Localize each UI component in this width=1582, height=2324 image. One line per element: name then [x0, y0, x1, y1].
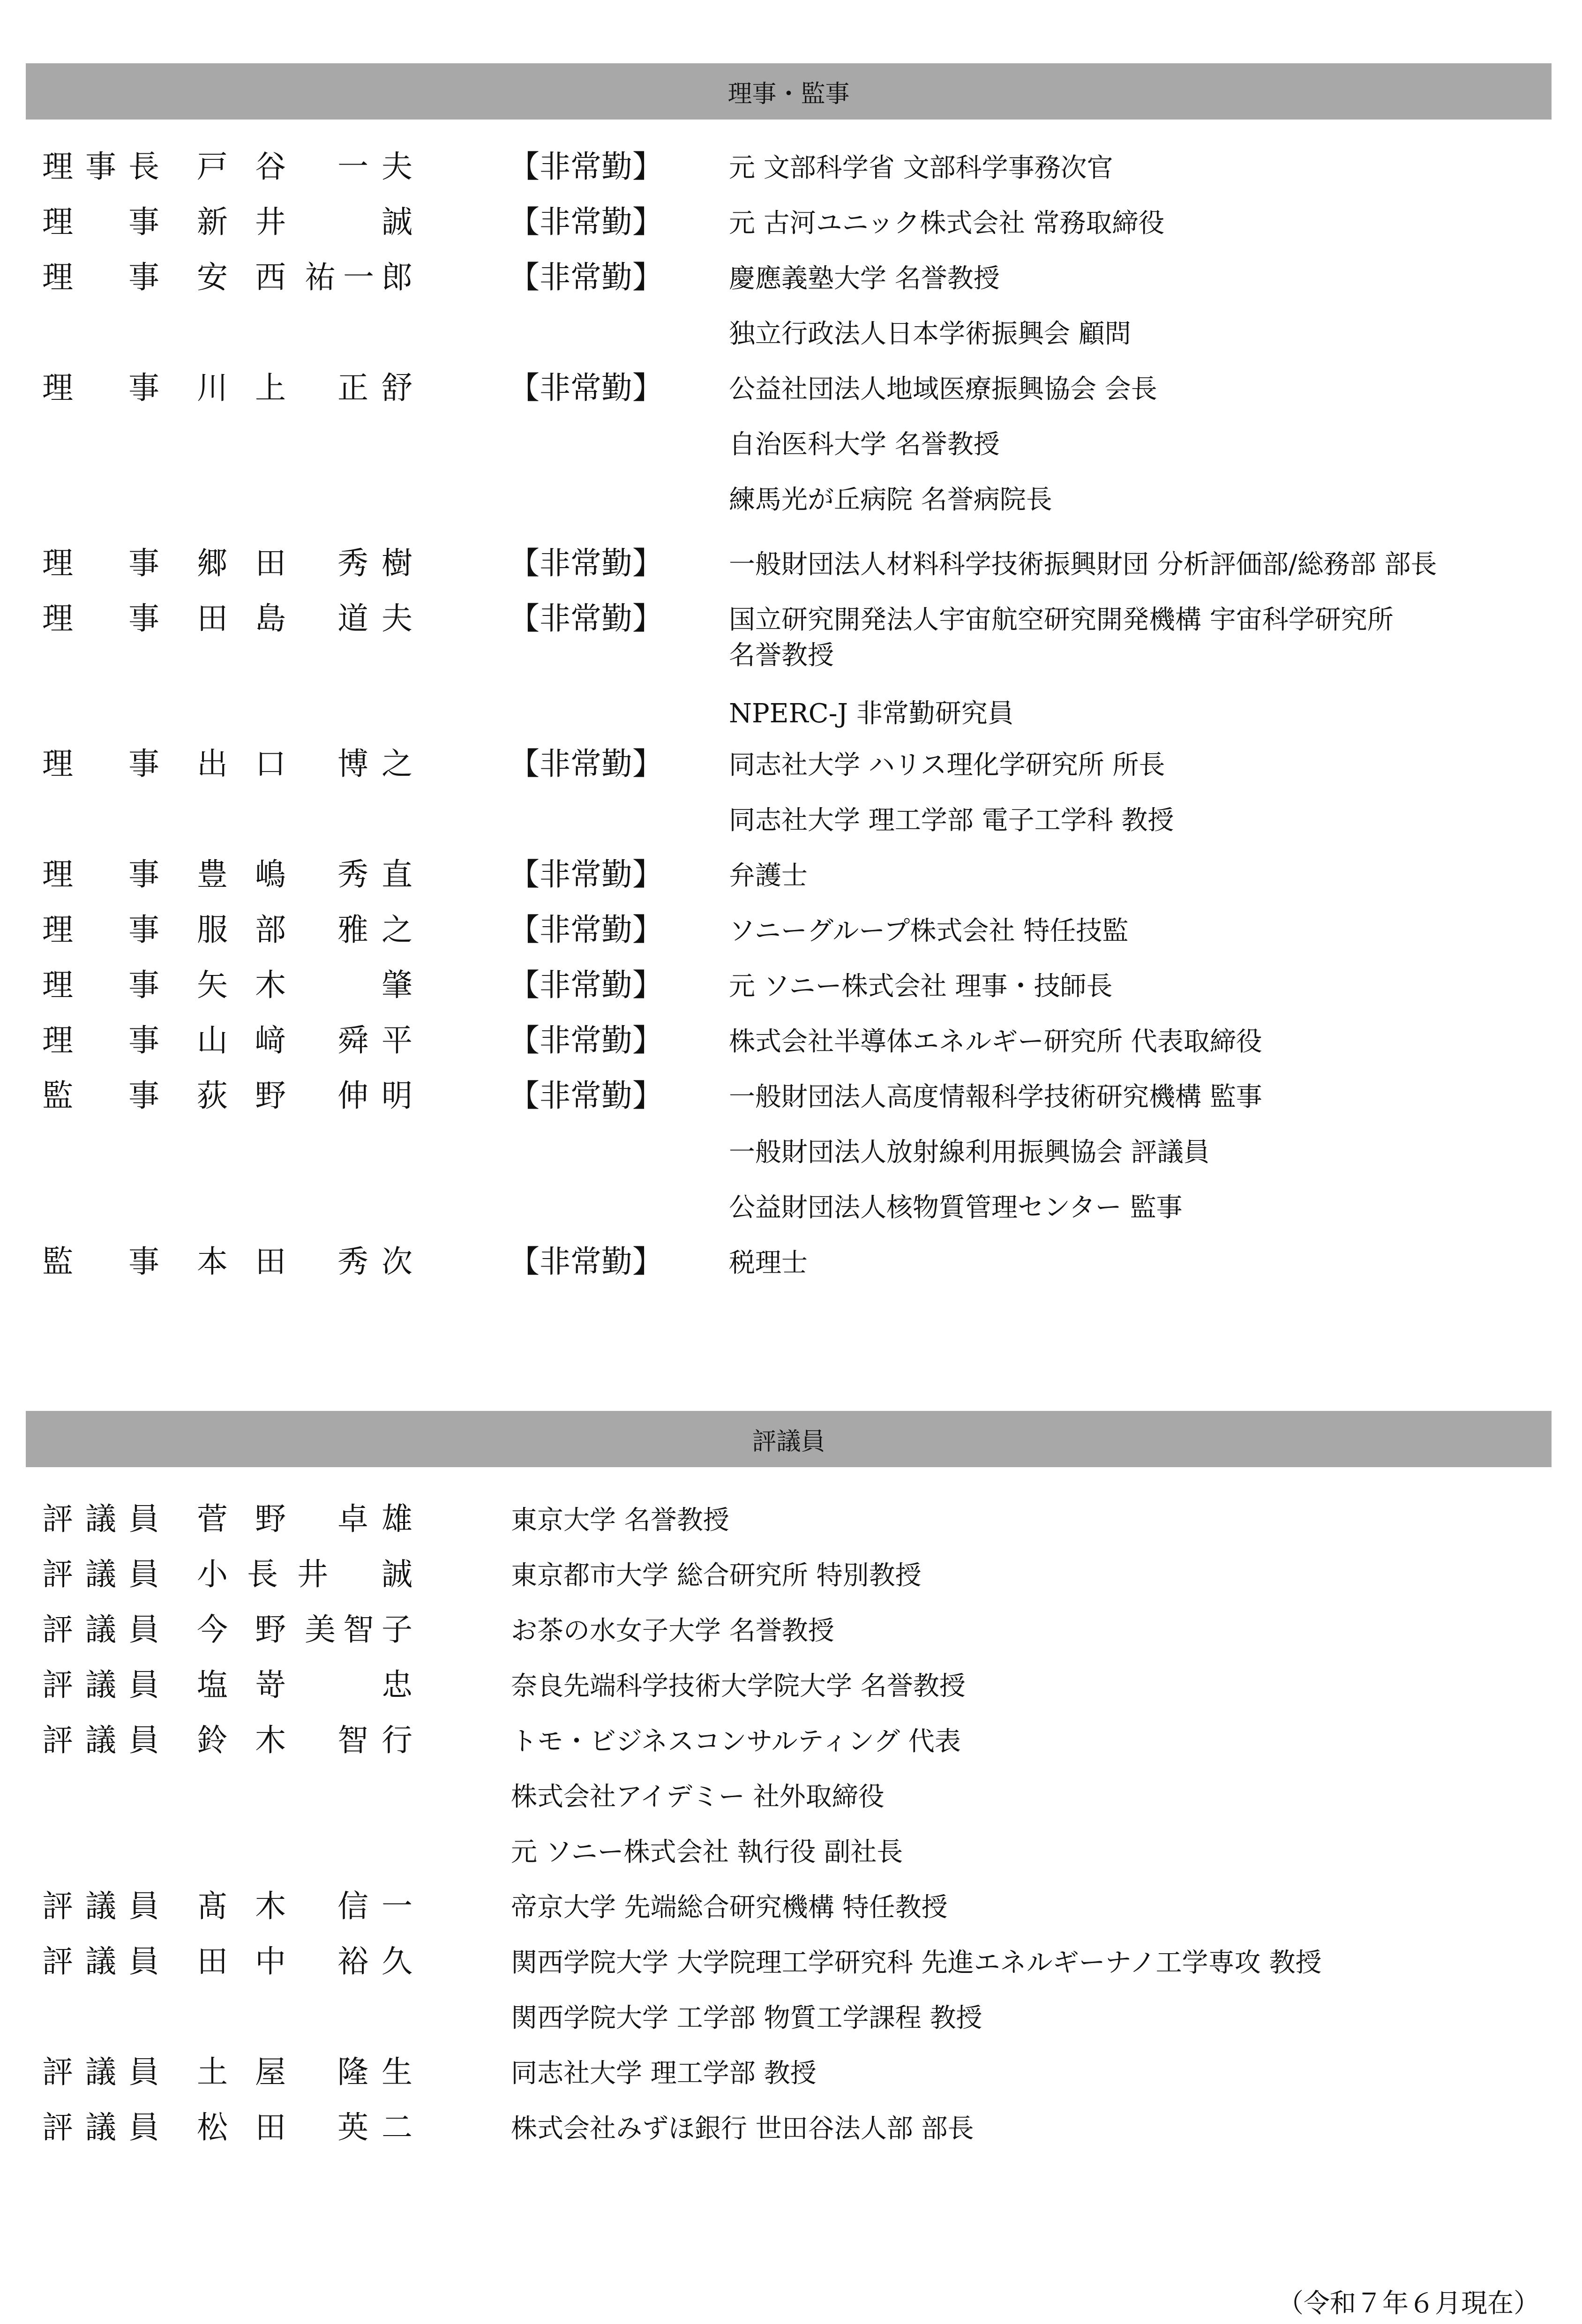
surname — [197, 205, 286, 240]
surname-char: 荻 — [197, 1078, 228, 1114]
role-char: 事 — [128, 1244, 159, 1280]
role-char: 事 — [128, 1022, 159, 1058]
role-char: 監 — [42, 1078, 73, 1114]
given-name — [337, 2055, 412, 2090]
surname-char: 松 — [197, 2109, 228, 2145]
given-char: 忠 — [382, 1667, 412, 1703]
given-char: 郎 — [382, 259, 412, 295]
given-char: 之 — [382, 912, 412, 948]
surname-char: 髙 — [197, 1888, 228, 1924]
role-char: 長 — [128, 149, 159, 185]
role-label — [42, 1024, 159, 1058]
section-header: 評議員 — [26, 1411, 1552, 1467]
surname-char: 戸 — [197, 149, 228, 185]
affiliation-line: 慶應義塾大学 名誉教授 — [729, 263, 1000, 294]
surname — [197, 1724, 286, 1758]
employment-status: 【非常勤】 — [509, 1244, 663, 1280]
given-char: 子 — [382, 1612, 412, 1648]
role-char: 事 — [128, 1078, 159, 1114]
surname — [197, 1024, 286, 1058]
surname-char: 谷 — [255, 149, 286, 185]
employment-status: 【非常勤】 — [509, 746, 663, 782]
role-label — [42, 747, 159, 781]
surname-char: 木 — [255, 967, 286, 1003]
role-char: 理 — [42, 746, 73, 782]
affiliation-line: 元 ソニー株式会社 理事・技師長 — [729, 971, 1113, 1002]
role-char: 事 — [128, 259, 159, 295]
given-char: 樹 — [382, 545, 412, 581]
as-of-date: （令和７年６月現在） — [1277, 2288, 1540, 2319]
role-label — [42, 1079, 159, 1113]
given-char: 雄 — [382, 1501, 412, 1537]
surname-char: 中 — [255, 1943, 286, 1979]
given-char: 裕 — [337, 1943, 368, 1979]
role-char: 員 — [128, 1667, 159, 1703]
role-label — [42, 1502, 159, 1537]
affiliation-line: 株式会社みずほ銀行 世田谷法人部 部長 — [511, 2114, 974, 2144]
surname-char: 井 — [255, 204, 286, 240]
affiliation-line: 同志社大学 ハリス理化学研究所 所長 — [729, 750, 1165, 780]
role-label — [42, 1668, 159, 1702]
given-name — [337, 1024, 412, 1058]
surname-char: 新 — [197, 204, 228, 240]
surname — [197, 1668, 286, 1702]
role-char: 評 — [42, 1722, 73, 1758]
affiliation-line: 一般財団法人放射線利用振興協会 評議員 — [729, 1137, 1210, 1168]
given-char: 二 — [382, 2109, 412, 2145]
role-label — [42, 547, 159, 581]
role-char: 評 — [42, 1556, 73, 1592]
role-char: 員 — [128, 1612, 159, 1648]
employment-status: 【非常勤】 — [509, 545, 663, 581]
surname — [197, 858, 286, 892]
role-char: 事 — [128, 912, 159, 948]
given-char: 之 — [382, 746, 412, 782]
role-char: 員 — [128, 1888, 159, 1924]
given-char: 生 — [382, 2054, 412, 2090]
role-label — [42, 1889, 159, 1924]
role-label — [42, 205, 159, 240]
surname-char: 田 — [197, 600, 228, 637]
surname-char: 山 — [197, 1022, 228, 1058]
role-char: 評 — [42, 1667, 73, 1703]
role-char: 議 — [85, 2109, 116, 2145]
role-char: 理 — [42, 912, 73, 948]
role-label — [42, 1945, 159, 1979]
surname-char: 屋 — [255, 2054, 286, 2090]
role-char: 事 — [128, 600, 159, 637]
surname-char: 服 — [197, 912, 228, 948]
affiliation-line: 関西学院大学 工学部 物質工学課程 教授 — [511, 2003, 982, 2033]
surname-char: 塩 — [197, 1667, 228, 1703]
employment-status: 【非常勤】 — [509, 149, 663, 185]
role-char: 議 — [85, 1667, 116, 1703]
given-char: 隆 — [337, 2054, 368, 2090]
role-char: 事 — [128, 545, 159, 581]
surname-char: 長 — [247, 1556, 278, 1592]
given-char: 秀 — [337, 545, 368, 581]
affiliation-line: 税理士 — [729, 1248, 808, 1278]
given-char: 雅 — [337, 912, 368, 948]
surname — [197, 150, 286, 184]
role-char: 議 — [85, 1556, 116, 1592]
surname-char: 島 — [255, 600, 286, 637]
surname — [197, 1079, 286, 1113]
role-char: 議 — [85, 1612, 116, 1648]
employment-status: 【非常勤】 — [509, 912, 663, 948]
role-char: 評 — [42, 1501, 73, 1537]
affiliation-line: 株式会社アイデミー 社外取締役 — [511, 1782, 885, 1812]
surname-char: 口 — [255, 746, 286, 782]
role-char: 議 — [85, 2054, 116, 2090]
given-char: 秀 — [337, 856, 368, 892]
role-char: 事 — [128, 856, 159, 892]
role-char: 員 — [128, 2054, 159, 2090]
given-name — [305, 205, 412, 240]
surname-char: 本 — [197, 1244, 228, 1280]
given-name — [337, 2111, 412, 2145]
given-name — [305, 1613, 412, 1647]
surname-char: 嵜 — [255, 1667, 286, 1703]
given-name — [337, 858, 412, 892]
given-char: 一 — [382, 1888, 412, 1924]
surname-char: 小 — [197, 1556, 228, 1592]
surname-char: 安 — [197, 259, 228, 295]
affiliation-line: 同志社大学 理工学部 教授 — [511, 2058, 817, 2089]
role-char: 理 — [42, 259, 73, 295]
given-char: 舒 — [382, 370, 412, 406]
given-char: 一 — [343, 259, 374, 295]
surname-char: 上 — [255, 370, 286, 406]
role-char: 評 — [42, 2109, 73, 2145]
employment-status: 【非常勤】 — [509, 967, 663, 1003]
role-char: 事 — [128, 204, 159, 240]
surname-char: 矢 — [197, 967, 228, 1003]
affiliation-line: 東京大学 名誉教授 — [511, 1505, 729, 1536]
surname — [197, 371, 286, 405]
given-char: 夫 — [382, 600, 412, 637]
given-char: 智 — [337, 1722, 368, 1758]
surname-char: 田 — [197, 1943, 228, 1979]
given-char: 正 — [337, 370, 368, 406]
role-char: 評 — [42, 1888, 73, 1924]
affiliation-line: 元 文部科学省 文部科学事務次官 — [729, 153, 1113, 183]
surname-char: 野 — [255, 1501, 286, 1537]
role-char: 議 — [85, 1943, 116, 1979]
role-char: 事 — [128, 746, 159, 782]
given-char: 明 — [382, 1078, 412, 1114]
role-char: 議 — [85, 1722, 116, 1758]
role-char: 理 — [42, 967, 73, 1003]
role-char: 事 — [85, 149, 116, 185]
affiliation-line: 独立行政法人日本学術振興会 顧問 — [729, 319, 1131, 349]
surname — [197, 2055, 286, 2090]
surname-char: 菅 — [197, 1501, 228, 1537]
surname — [197, 968, 286, 1003]
affiliation-line: お茶の水女子大学 名誉教授 — [511, 1616, 834, 1646]
employment-status: 【非常勤】 — [509, 856, 663, 892]
given-char: 祐 — [305, 259, 336, 295]
surname — [197, 747, 286, 781]
role-char: 員 — [128, 2109, 159, 2145]
affiliation-line: 一般財団法人高度情報科学技術研究機構 監事 — [729, 1082, 1262, 1112]
surname — [197, 602, 286, 636]
affiliation-line: 名誉教授 — [729, 640, 834, 671]
given-name — [337, 747, 412, 781]
employment-status: 【非常勤】 — [509, 204, 663, 240]
given-name — [337, 547, 412, 581]
role-label — [42, 371, 159, 405]
given-char: 行 — [382, 1722, 412, 1758]
given-name — [337, 913, 412, 947]
role-label — [42, 1558, 159, 1592]
role-char: 理 — [42, 545, 73, 581]
affiliation-line: ソニーグループ株式会社 特任技監 — [729, 916, 1129, 946]
surname — [197, 1889, 286, 1924]
role-char: 理 — [42, 600, 73, 637]
role-label — [42, 858, 159, 892]
affiliation-line: NPERC-J 非常勤研究員 — [729, 698, 1014, 729]
affiliation-line: 元 ソニー株式会社 執行役 副社長 — [511, 1837, 903, 1867]
role-char: 議 — [85, 1888, 116, 1924]
given-char: 伸 — [337, 1078, 368, 1114]
role-char: 員 — [128, 1722, 159, 1758]
given-name — [337, 1889, 412, 1924]
role-char: 事 — [128, 370, 159, 406]
role-char: 理 — [42, 1022, 73, 1058]
surname — [197, 1613, 286, 1647]
given-name — [305, 261, 412, 295]
role-char: 員 — [128, 1943, 159, 1979]
given-name — [337, 602, 412, 636]
role-label — [42, 2111, 159, 2145]
employment-status: 【非常勤】 — [509, 1078, 663, 1114]
role-char: 評 — [42, 1612, 73, 1648]
surname — [197, 2111, 286, 2145]
affiliation-line: 株式会社半導体エネルギー研究所 代表取締役 — [729, 1027, 1262, 1057]
given-name — [337, 150, 412, 184]
surname — [197, 913, 286, 947]
surname-char: 今 — [197, 1612, 228, 1648]
given-char: 直 — [382, 856, 412, 892]
role-char: 員 — [128, 1556, 159, 1592]
given-name — [337, 1245, 412, 1279]
role-char: 理 — [42, 370, 73, 406]
surname-char: 土 — [197, 2054, 228, 2090]
role-char: 理 — [42, 149, 73, 185]
role-char: 議 — [85, 1501, 116, 1537]
given-char: 博 — [337, 746, 368, 782]
affiliation-line: 一般財団法人材料科学技術振興財団 分析評価部/総務部 部長 — [729, 549, 1437, 580]
affiliation-line: 東京都市大学 総合研究所 特別教授 — [511, 1560, 922, 1591]
given-char: 信 — [337, 1888, 368, 1924]
role-label — [42, 2055, 159, 2090]
surname-char: 野 — [255, 1078, 286, 1114]
affiliation-line: 同志社大学 理工学部 電子工学科 教授 — [729, 805, 1174, 836]
given-name — [337, 1724, 412, 1758]
role-char: 理 — [42, 856, 73, 892]
affiliation-line: 国立研究開発法人宇宙航空研究開発機構 宇宙科学研究所 — [729, 605, 1394, 635]
employment-status: 【非常勤】 — [509, 1022, 663, 1058]
affiliation-line: 帝京大学 先端総合研究機構 特任教授 — [511, 1892, 948, 1923]
given-char: 肇 — [382, 967, 412, 1003]
role-label — [42, 1245, 159, 1279]
surname-char: 川 — [197, 370, 228, 406]
surname-char: 﨑 — [255, 1022, 286, 1058]
given-name — [305, 1668, 412, 1702]
role-label — [42, 1613, 159, 1647]
surname-char: 井 — [297, 1556, 328, 1592]
given-name — [305, 1558, 412, 1592]
given-char: 誠 — [382, 1556, 412, 1592]
given-name — [305, 968, 412, 1003]
employment-status: 【非常勤】 — [509, 600, 663, 637]
surname — [197, 1502, 286, 1537]
given-char: 道 — [337, 600, 368, 637]
surname — [197, 547, 286, 581]
given-char: 卓 — [337, 1501, 368, 1537]
given-char: 次 — [382, 1244, 412, 1280]
role-char: 員 — [128, 1501, 159, 1537]
affiliation-line: トモ・ビジネスコンサルティング 代表 — [511, 1726, 961, 1757]
affiliation-line: 弁護士 — [729, 861, 808, 891]
affiliation-line: 元 古河ユニック株式会社 常務取締役 — [729, 208, 1165, 239]
given-char: 誠 — [382, 204, 412, 240]
employment-status: 【非常勤】 — [509, 370, 663, 406]
given-char: 美 — [305, 1612, 336, 1648]
section-header: 理事・監事 — [26, 63, 1552, 120]
role-label — [42, 261, 159, 295]
role-label — [42, 968, 159, 1003]
role-char: 評 — [42, 1943, 73, 1979]
given-char: 舜 — [337, 1022, 368, 1058]
affiliation-line: 練馬光が丘病院 名誉病院長 — [729, 485, 1052, 515]
given-name — [337, 371, 412, 405]
affiliation-line: 奈良先端科学技術大学院大学 名誉教授 — [511, 1671, 966, 1702]
surname-char: 出 — [197, 746, 228, 782]
given-char: 秀 — [337, 1244, 368, 1280]
surname — [197, 261, 286, 295]
role-char: 監 — [42, 1244, 73, 1280]
surname-char: 田 — [255, 1244, 286, 1280]
role-char: 事 — [128, 967, 159, 1003]
employment-status: 【非常勤】 — [509, 259, 663, 295]
surname-char: 鈴 — [197, 1722, 228, 1758]
surname-char: 木 — [255, 1888, 286, 1924]
surname-char: 木 — [255, 1722, 286, 1758]
role-char: 理 — [42, 204, 73, 240]
affiliation-line: 公益財団法人核物質管理センター 監事 — [729, 1192, 1183, 1223]
surname-char: 田 — [255, 2109, 286, 2145]
surname — [197, 1245, 286, 1279]
given-name — [337, 1079, 412, 1113]
role-label — [42, 602, 159, 636]
given-char: 平 — [382, 1022, 412, 1058]
given-name — [337, 1945, 412, 1979]
given-char: 英 — [337, 2109, 368, 2145]
given-char: 夫 — [382, 149, 412, 185]
surname-char: 部 — [255, 912, 286, 948]
surname-char: 田 — [255, 545, 286, 581]
surname-char: 西 — [255, 259, 286, 295]
given-name — [337, 1502, 412, 1537]
role-label — [42, 1724, 159, 1758]
surname-char: 豊 — [197, 856, 228, 892]
surname-char: 郷 — [197, 545, 228, 581]
affiliation-line: 関西学院大学 大学院理工学研究科 先進エネルギーナノ工学専攻 教授 — [511, 1948, 1322, 1978]
given-char: 久 — [382, 1943, 412, 1979]
role-char: 評 — [42, 2054, 73, 2090]
surname-char: 野 — [255, 1612, 286, 1648]
affiliation-line: 自治医科大学 名誉教授 — [729, 429, 1000, 460]
given-char: 智 — [343, 1612, 374, 1648]
surname-char: 嶋 — [255, 856, 286, 892]
surname — [197, 1945, 286, 1979]
role-label — [42, 913, 159, 947]
role-label — [42, 150, 159, 184]
affiliation-line: 公益社団法人地域医療振興協会 会長 — [729, 374, 1157, 405]
given-char: 一 — [337, 149, 368, 185]
